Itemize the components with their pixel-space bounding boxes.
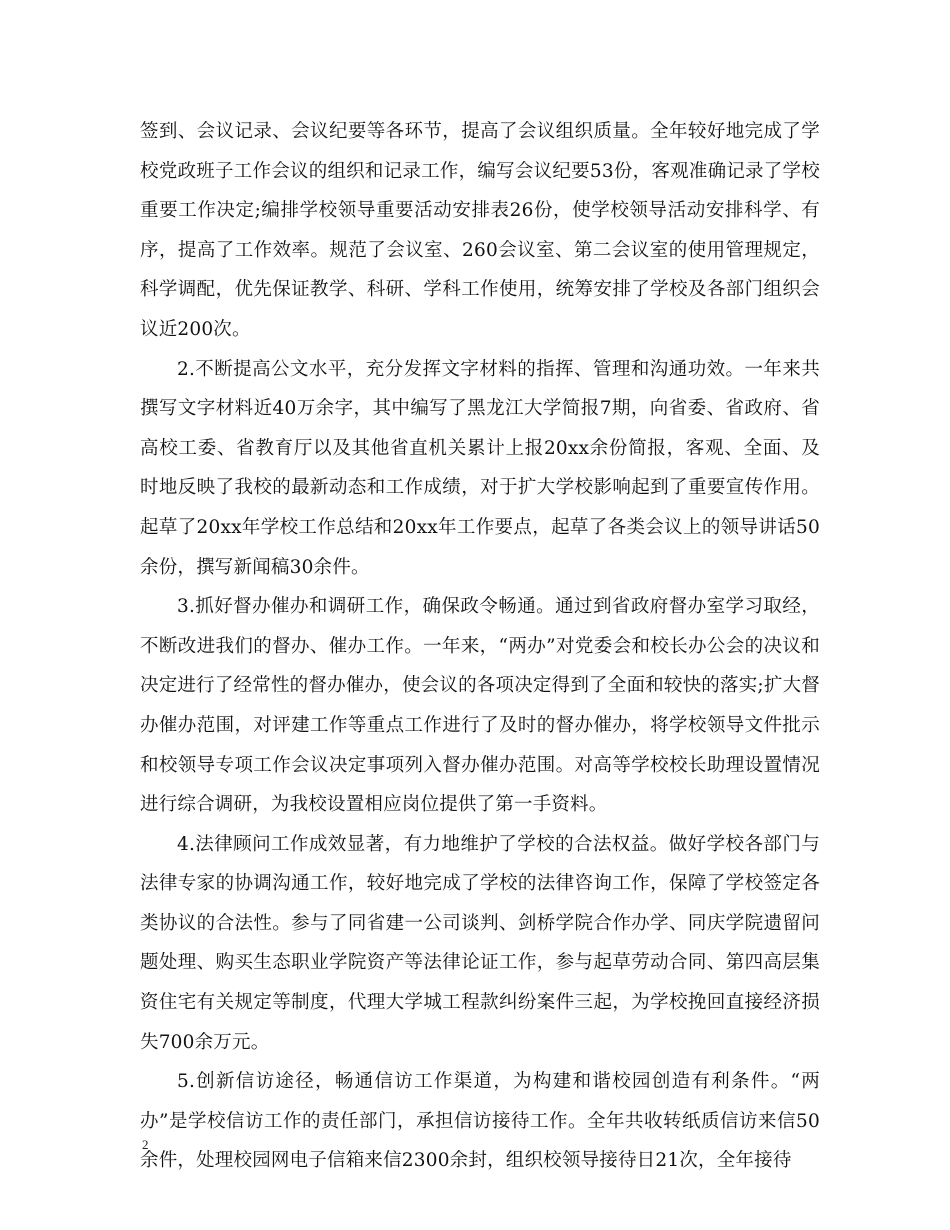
document-body [140,112,820,1181]
paragraph-legal-counsel: 4.法律顾问工作成效显著，有力地维护了学校的合法权益。做好学校各部门与法律专家的协调沟通工作，较好地完成了学校的法律咨询工作，保障了学校签定各类协议的合法性。参与了同省建一公司谈判、剑桥学院合作办学、同庆学院遗留问题处理、购买生态职业学院资产等法律论证工作，参与起草劳动合同、第四高层集资住宅有关规定等制度，代理大学城工程款纠纷案件三起，为学校挽回直接经济损失700余万元。 [140,833,820,1053]
page-number: 2 [142,1137,149,1152]
paragraph-petition-work: 5.创新信访途径，畅通信访工作渠道，为构建和谐校园创造有利条件。“两办”是学校信访工作的责任部门，承担信访接待工作。全年共收转纸质信访来信50余件，处理校园网电子信箱来信2300余封，组织校领导接待日21次，全年接待 [140,1071,820,1172]
paragraph-supervision-research: 3.抓好督办催办和调研工作，确保政令畅通。通过到省政府督办室学习取经，不断改进我们的督办、催办工作。一年来，“两办”对党委会和校长办公会的决议和决定进行了经常性的督办催办，使会议的各项决定得到了全面和较快的落实;扩大督办催办范围，对评建工作等重点工作进行了及时的督办催办，将学校领导文件批示和校领导专项工作会议决定事项列入督办催办范围。对高等学校校长助理设置情况进行综合调研，为我校设置相应岗位提供了第一手资料。 [140,596,820,816]
paragraph-meeting-organization: 签到、会议记录、会议纪要等各环节，提高了会议组织质量。全年较好地完成了学校党政班子工作会议的组织和记录工作，编写会议纪要53份，客观准确记录了学校重要工作决定;编排学校领导重要活动安排表26份，使学校领导活动安排科学、有序，提高了工作效率。规范了会议室、260会议室、第二会议室的使用管理规定，科学调配，优先保证教学、科研、学科工作使用，统筹安排了学校及各部门组织会议近200次。 [140,121,820,340]
paragraph-official-documents: 2.不断提高公文水平，充分发挥文字材料的指挥、管理和沟通功效。一年来共撰写文字材料近40万余字，其中编写了黑龙江大学简报7期，向省委、省政府、省高校工委、省教育厅以及其他省直机关累计上报20xx余份简报，客观、全面、及时地反映了我校的最新动态和工作成绩，对于扩大学校影响起到了重要宣传作用。起草了20xx年学校工作总结和20xx年工作要点，起草了各类会议上的领导讲话50余份，撰写新闻稿30余件。 [140,358,820,578]
